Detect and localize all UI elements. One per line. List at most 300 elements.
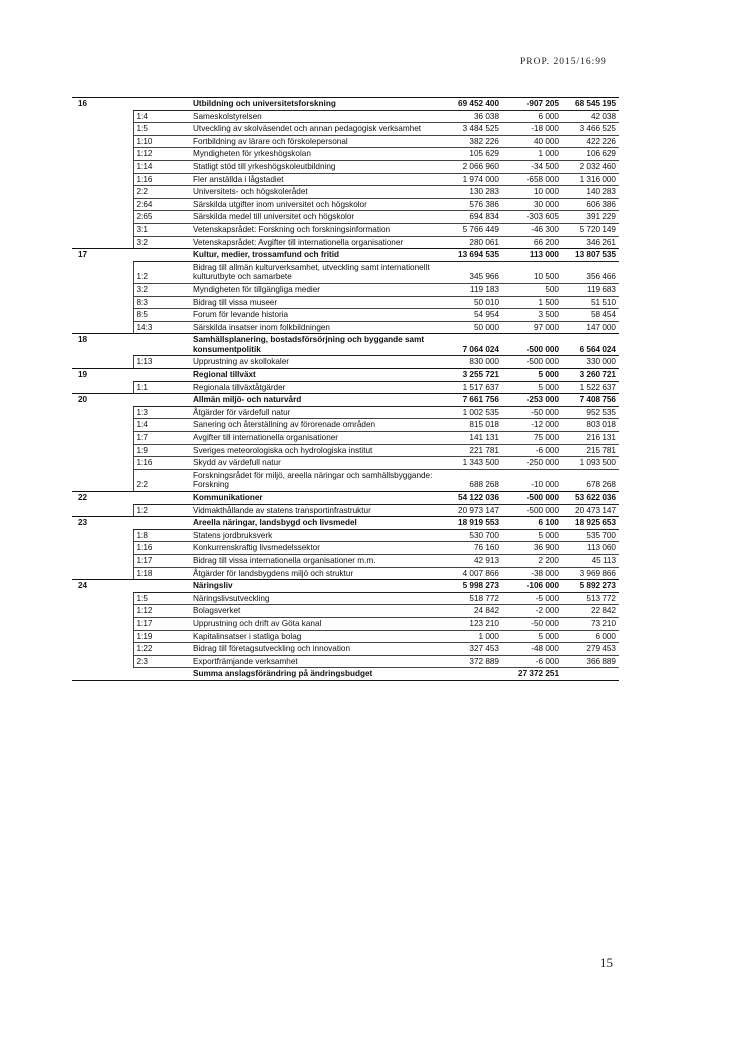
area-number-cell bbox=[72, 160, 133, 173]
appropriation-name-cell: Bidrag till vissa museer bbox=[190, 296, 440, 309]
area-number-cell bbox=[72, 643, 133, 656]
area-number-cell bbox=[72, 668, 133, 681]
appropriation-name-cell: Bolagsverket bbox=[190, 605, 440, 618]
area-number-cell bbox=[72, 321, 133, 334]
current-budget-cell: 3 484 525 bbox=[440, 123, 502, 136]
current-budget-cell: 327 453 bbox=[440, 643, 502, 656]
appropriation-name-cell: Myndigheten för yrkeshögskolan bbox=[190, 148, 440, 161]
change-cell: -12 000 bbox=[502, 419, 562, 432]
new-budget-cell: 45 113 bbox=[562, 554, 619, 567]
appropriation-code-cell: 1:16 bbox=[133, 173, 190, 186]
total-row bbox=[72, 668, 619, 681]
appropriation-row bbox=[72, 406, 619, 419]
appropriation-code-cell bbox=[133, 492, 190, 505]
new-budget-cell: 5 892 273 bbox=[562, 580, 619, 593]
current-budget-cell: 42 913 bbox=[440, 554, 502, 567]
change-cell: 6 000 bbox=[502, 110, 562, 123]
area-number-cell bbox=[72, 504, 133, 517]
change-cell: 5 000 bbox=[502, 630, 562, 643]
appropriation-code-cell: 1:13 bbox=[133, 356, 190, 369]
page-number: 15 bbox=[600, 955, 613, 970]
current-budget-cell: 50 000 bbox=[440, 321, 502, 334]
area-number-cell bbox=[72, 356, 133, 369]
area-number-cell bbox=[72, 381, 133, 394]
appropriation-row bbox=[72, 321, 619, 334]
change-cell: 27 372 251 bbox=[502, 668, 562, 681]
area-number-cell: 18 bbox=[78, 335, 88, 345]
area-number-cell bbox=[72, 630, 133, 643]
appropriation-code-cell: 1:7 bbox=[133, 432, 190, 445]
change-cell: -500 000 bbox=[502, 334, 562, 356]
appropriation-code-cell: 3:1 bbox=[133, 223, 190, 236]
new-budget-cell: 216 131 bbox=[562, 432, 619, 445]
appropriation-code-cell: 1:1 bbox=[133, 381, 190, 394]
appropriation-name-cell: Vidmakthållande av statens transportinfrastruktur bbox=[190, 504, 440, 517]
current-budget-cell: 688 268 bbox=[440, 469, 502, 491]
appropriation-code-cell: 1:10 bbox=[133, 135, 190, 148]
current-budget-cell: 141 131 bbox=[440, 432, 502, 445]
area-number-cell bbox=[72, 261, 133, 283]
new-budget-cell: 106 629 bbox=[562, 148, 619, 161]
new-budget-cell: 3 466 525 bbox=[562, 123, 619, 136]
appropriation-name-cell: Skydd av värdefull natur bbox=[190, 457, 440, 470]
new-budget-cell: 42 038 bbox=[562, 110, 619, 123]
appropriation-row bbox=[72, 469, 619, 491]
new-budget-cell: 20 473 147 bbox=[562, 504, 619, 517]
change-cell: 10 000 bbox=[502, 186, 562, 199]
appropriation-name-cell: Forum för levande historia bbox=[190, 309, 440, 322]
appropriation-code-cell: 1:2 bbox=[133, 504, 190, 517]
new-budget-cell: 5 720 149 bbox=[562, 223, 619, 236]
current-budget-cell: 694 834 bbox=[440, 211, 502, 224]
change-cell: 1 500 bbox=[502, 296, 562, 309]
appropriation-name-cell: Universitets- och högskolerådet bbox=[190, 186, 440, 199]
area-number-cell bbox=[72, 592, 133, 605]
appropriation-code-cell: 1:18 bbox=[133, 567, 190, 580]
area-number-cell bbox=[72, 135, 133, 148]
area-number-cell bbox=[72, 309, 133, 322]
new-budget-cell bbox=[562, 668, 619, 681]
change-cell: 2 200 bbox=[502, 554, 562, 567]
appropriation-row bbox=[72, 309, 619, 322]
area-number-cell bbox=[72, 469, 133, 491]
appropriation-code-cell: 1:16 bbox=[133, 542, 190, 555]
current-budget-cell: 13 694 535 bbox=[440, 249, 502, 262]
current-budget-cell: 50 010 bbox=[440, 296, 502, 309]
new-budget-cell: 51 510 bbox=[562, 296, 619, 309]
appropriation-row bbox=[72, 542, 619, 555]
appropriation-row bbox=[72, 432, 619, 445]
current-budget-cell bbox=[440, 668, 502, 681]
page-header: PROP. 2015/16:99 bbox=[520, 57, 607, 67]
change-cell: 1 000 bbox=[502, 148, 562, 161]
appropriation-name-cell: Summa anslagsförändring på ändringsbudget bbox=[190, 668, 440, 681]
appropriation-name-cell: Näringslivsutveckling bbox=[190, 592, 440, 605]
appropriation-row bbox=[72, 592, 619, 605]
change-cell: -10 000 bbox=[502, 469, 562, 491]
appropriation-code-cell: 1:22 bbox=[133, 643, 190, 656]
area-number-cell: 20 bbox=[78, 395, 88, 405]
appropriation-row bbox=[72, 457, 619, 470]
area-number-cell bbox=[72, 419, 133, 432]
appropriation-name-cell: Näringsliv bbox=[190, 580, 440, 593]
appropriation-code-cell bbox=[133, 249, 190, 262]
current-budget-cell: 7 064 024 bbox=[440, 334, 502, 356]
appropriation-code-cell: 1:14 bbox=[133, 160, 190, 173]
new-budget-cell: 678 268 bbox=[562, 469, 619, 491]
current-budget-cell: 1 002 535 bbox=[440, 406, 502, 419]
appropriation-name-cell: Sanering och återställning av förorenade områden bbox=[190, 419, 440, 432]
area-number-cell bbox=[72, 236, 133, 249]
appropriation-code-cell: 1:17 bbox=[133, 554, 190, 567]
change-cell: -250 000 bbox=[502, 457, 562, 470]
area-number-cell bbox=[72, 529, 133, 542]
new-budget-cell: 391 229 bbox=[562, 211, 619, 224]
current-budget-cell: 1 343 500 bbox=[440, 457, 502, 470]
area-number-cell bbox=[72, 406, 133, 419]
appropriation-name-cell: Exportfrämjande verksamhet bbox=[190, 655, 440, 668]
area-number-cell: 22 bbox=[78, 493, 88, 502]
appropriation-name-cell: Utveckling av skolväsendet och annan pedagogisk verksamhet bbox=[190, 123, 440, 136]
appropriation-name-cell: Kommunikationer bbox=[190, 492, 440, 505]
new-budget-cell: 1 093 500 bbox=[562, 457, 619, 470]
change-cell: -5 000 bbox=[502, 592, 562, 605]
current-budget-cell: 130 283 bbox=[440, 186, 502, 199]
expenditure-area-row bbox=[72, 394, 619, 407]
appropriation-name-cell: Upprustning av skollokaler bbox=[190, 356, 440, 369]
appropriation-name-cell: Bidrag till företagsutveckling och innovation bbox=[190, 643, 440, 656]
change-cell: 40 000 bbox=[502, 135, 562, 148]
area-number-cell bbox=[72, 296, 133, 309]
new-budget-cell: 13 807 535 bbox=[562, 249, 619, 262]
appropriation-row bbox=[72, 173, 619, 186]
area-number-cell bbox=[72, 432, 133, 445]
appropriation-row bbox=[72, 356, 619, 369]
appropriation-name-cell: Särskilda utgifter inom universitet och högskolor bbox=[190, 198, 440, 211]
area-number-cell bbox=[72, 554, 133, 567]
current-budget-cell: 518 772 bbox=[440, 592, 502, 605]
appropriation-row bbox=[72, 123, 619, 136]
appropriation-code-cell: 2:65 bbox=[133, 211, 190, 224]
appropriation-code-cell: 1:17 bbox=[133, 617, 190, 630]
current-budget-cell: 123 210 bbox=[440, 617, 502, 630]
appropriation-name-cell: Bidrag till allmän kulturverksamhet, utveckling samt internationellt kulturutbyte och samarbete bbox=[190, 261, 440, 283]
appropriation-name-cell: Allmän miljö- och naturvård bbox=[190, 394, 440, 407]
appropriation-name-cell: Fortbildning av lärare och förskolepersonal bbox=[190, 135, 440, 148]
area-number-cell bbox=[72, 211, 133, 224]
current-budget-cell: 20 973 147 bbox=[440, 504, 502, 517]
new-budget-cell: 535 700 bbox=[562, 529, 619, 542]
current-budget-cell: 54 954 bbox=[440, 309, 502, 322]
current-budget-cell: 1 000 bbox=[440, 630, 502, 643]
area-number-cell bbox=[72, 567, 133, 580]
appropriation-code-cell bbox=[133, 668, 190, 681]
current-budget-cell: 382 226 bbox=[440, 135, 502, 148]
area-number-cell bbox=[72, 123, 133, 136]
appropriation-name-cell: Regional tillväxt bbox=[190, 369, 440, 382]
appropriation-name-cell: Fler anställda i lågstadiet bbox=[190, 173, 440, 186]
new-budget-cell: 113 060 bbox=[562, 542, 619, 555]
area-number-cell bbox=[72, 223, 133, 236]
change-cell: 500 bbox=[502, 283, 562, 296]
expenditure-area-row bbox=[72, 369, 619, 382]
appropriation-row bbox=[72, 529, 619, 542]
area-number-cell bbox=[72, 655, 133, 668]
appropriation-name-cell: Statens jordbruksverk bbox=[190, 529, 440, 542]
appropriation-name-cell: Vetenskapsrådet: Forskning och forskningsinformation bbox=[190, 223, 440, 236]
new-budget-cell: 3 969 866 bbox=[562, 567, 619, 580]
appropriation-row bbox=[72, 554, 619, 567]
change-cell: -38 000 bbox=[502, 567, 562, 580]
appropriation-row bbox=[72, 236, 619, 249]
change-cell: -34 500 bbox=[502, 160, 562, 173]
appropriation-row bbox=[72, 630, 619, 643]
change-cell: 5 000 bbox=[502, 381, 562, 394]
current-budget-cell: 24 842 bbox=[440, 605, 502, 618]
appropriation-code-cell: 1:12 bbox=[133, 605, 190, 618]
new-budget-cell: 147 000 bbox=[562, 321, 619, 334]
new-budget-cell: 22 842 bbox=[562, 605, 619, 618]
expenditure-area-row bbox=[72, 517, 619, 530]
appropriation-code-cell: 8:5 bbox=[133, 309, 190, 322]
appropriation-code-cell: 2:64 bbox=[133, 198, 190, 211]
appropriation-code-cell: 1:9 bbox=[133, 444, 190, 457]
appropriation-code-cell bbox=[133, 98, 190, 111]
change-cell: 30 000 bbox=[502, 198, 562, 211]
area-number-cell bbox=[72, 605, 133, 618]
budget-table bbox=[72, 97, 619, 681]
appropriation-row bbox=[72, 148, 619, 161]
current-budget-cell: 7 661 756 bbox=[440, 394, 502, 407]
appropriation-code-cell: 1:16 bbox=[133, 457, 190, 470]
new-budget-cell: 366 889 bbox=[562, 655, 619, 668]
appropriation-row bbox=[72, 186, 619, 199]
appropriation-row bbox=[72, 261, 619, 283]
appropriation-code-cell bbox=[133, 394, 190, 407]
new-budget-cell: 53 622 036 bbox=[562, 492, 619, 505]
appropriation-row bbox=[72, 605, 619, 618]
current-budget-cell: 530 700 bbox=[440, 529, 502, 542]
new-budget-cell: 279 453 bbox=[562, 643, 619, 656]
appropriation-row bbox=[72, 617, 619, 630]
appropriation-name-cell: Särskilda medel till universitet och högskolor bbox=[190, 211, 440, 224]
area-number-cell bbox=[72, 444, 133, 457]
appropriation-row bbox=[72, 135, 619, 148]
appropriation-code-cell: 1:3 bbox=[133, 406, 190, 419]
new-budget-cell: 215 781 bbox=[562, 444, 619, 457]
change-cell: -2 000 bbox=[502, 605, 562, 618]
appropriation-code-cell: 1:8 bbox=[133, 529, 190, 542]
appropriation-name-cell: Regionala tillväxtåtgärder bbox=[190, 381, 440, 394]
area-number-cell: 16 bbox=[72, 98, 133, 111]
new-budget-cell: 6 000 bbox=[562, 630, 619, 643]
area-number-cell: 17 bbox=[78, 250, 88, 260]
change-cell: -46 300 bbox=[502, 223, 562, 236]
appropriation-code-cell: 2:2 bbox=[133, 469, 190, 491]
appropriation-row bbox=[72, 419, 619, 432]
new-budget-cell: 952 535 bbox=[562, 406, 619, 419]
new-budget-cell: 803 018 bbox=[562, 419, 619, 432]
appropriation-code-cell bbox=[133, 369, 190, 382]
change-cell: 6 100 bbox=[502, 517, 562, 530]
new-budget-cell: 7 408 756 bbox=[562, 394, 619, 407]
appropriation-name-cell: Forskningsrådet för miljö, areella näringar och samhällsbyggande: Forskning bbox=[190, 469, 440, 491]
change-cell: -50 000 bbox=[502, 617, 562, 630]
appropriation-name-cell: Åtgärder för landsbygdens miljö och struktur bbox=[190, 567, 440, 580]
appropriation-code-cell: 3:2 bbox=[133, 283, 190, 296]
appropriation-row bbox=[72, 211, 619, 224]
current-budget-cell: 76 160 bbox=[440, 542, 502, 555]
appropriation-name-cell: Myndigheten för tillgängliga medier bbox=[190, 283, 440, 296]
expenditure-area-row bbox=[72, 492, 619, 505]
appropriation-code-cell: 3:2 bbox=[133, 236, 190, 249]
appropriation-name-cell: Bidrag till vissa internationella organisationer m.m. bbox=[190, 554, 440, 567]
appropriation-row bbox=[72, 567, 619, 580]
appropriation-row bbox=[72, 655, 619, 668]
area-number-cell bbox=[72, 110, 133, 123]
new-budget-cell: 330 000 bbox=[562, 356, 619, 369]
appropriation-code-cell bbox=[133, 334, 190, 356]
change-cell: 5 000 bbox=[502, 529, 562, 542]
appropriation-name-cell: Åtgärder för värdefull natur bbox=[190, 406, 440, 419]
current-budget-cell: 280 061 bbox=[440, 236, 502, 249]
current-budget-cell: 4 007 866 bbox=[440, 567, 502, 580]
current-budget-cell: 3 255 721 bbox=[440, 369, 502, 382]
appropriation-name-cell: Samhällsplanering, bostadsförsörjning och byggande samt konsumentpolitik bbox=[190, 334, 440, 356]
change-cell: 36 900 bbox=[502, 542, 562, 555]
new-budget-cell: 119 683 bbox=[562, 283, 619, 296]
new-budget-cell: 2 032 460 bbox=[562, 160, 619, 173]
appropriation-name-cell: Konkurrenskraftig livsmedelssektor bbox=[190, 542, 440, 555]
change-cell: -50 000 bbox=[502, 406, 562, 419]
area-number-cell bbox=[72, 173, 133, 186]
budget-table-body bbox=[72, 98, 619, 681]
appropriation-code-cell: 1:4 bbox=[133, 419, 190, 432]
appropriation-name-cell: Särskilda insatser inom folkbildningen bbox=[190, 321, 440, 334]
expenditure-area-row bbox=[72, 98, 619, 111]
appropriation-code-cell: 1:5 bbox=[133, 592, 190, 605]
new-budget-cell: 6 564 024 bbox=[562, 334, 619, 356]
appropriation-row bbox=[72, 504, 619, 517]
new-budget-cell: 346 261 bbox=[562, 236, 619, 249]
appropriation-name-cell: Sameskolstyrelsen bbox=[190, 110, 440, 123]
current-budget-cell: 576 386 bbox=[440, 198, 502, 211]
area-number-cell bbox=[72, 283, 133, 296]
appropriation-row bbox=[72, 283, 619, 296]
area-number-cell bbox=[72, 186, 133, 199]
appropriation-code-cell: 14:3 bbox=[133, 321, 190, 334]
appropriation-row bbox=[72, 643, 619, 656]
current-budget-cell: 69 452 400 bbox=[440, 98, 502, 111]
current-budget-cell: 5 766 449 bbox=[440, 223, 502, 236]
change-cell: 75 000 bbox=[502, 432, 562, 445]
current-budget-cell: 221 781 bbox=[440, 444, 502, 457]
new-budget-cell: 58 454 bbox=[562, 309, 619, 322]
area-number-cell: 23 bbox=[78, 518, 88, 528]
appropriation-name-cell: Upprustning och drift av Göta kanal bbox=[190, 617, 440, 630]
current-budget-cell: 815 018 bbox=[440, 419, 502, 432]
current-budget-cell: 105 629 bbox=[440, 148, 502, 161]
change-cell: -6 000 bbox=[502, 655, 562, 668]
current-budget-cell: 36 038 bbox=[440, 110, 502, 123]
area-number-cell bbox=[72, 198, 133, 211]
current-budget-cell: 2 066 960 bbox=[440, 160, 502, 173]
appropriation-name-cell: Areella näringar, landsbygd och livsmedel bbox=[190, 517, 440, 530]
area-number-cell bbox=[72, 457, 133, 470]
appropriation-row bbox=[72, 223, 619, 236]
current-budget-cell: 1 517 637 bbox=[440, 381, 502, 394]
change-cell: 3 500 bbox=[502, 309, 562, 322]
appropriation-code-cell bbox=[133, 580, 190, 593]
appropriation-name-cell: Kultur, medier, trossamfund och fritid bbox=[190, 249, 440, 262]
appropriation-name-cell: Kapitalinsatser i statliga bolag bbox=[190, 630, 440, 643]
appropriation-code-cell: 2:3 bbox=[133, 655, 190, 668]
current-budget-cell: 5 998 273 bbox=[440, 580, 502, 593]
appropriation-row bbox=[72, 160, 619, 173]
new-budget-cell: 356 466 bbox=[562, 261, 619, 283]
current-budget-cell: 345 966 bbox=[440, 261, 502, 283]
change-cell: 113 000 bbox=[502, 249, 562, 262]
change-cell: 10 500 bbox=[502, 261, 562, 283]
appropriation-code-cell: 1:5 bbox=[133, 123, 190, 136]
new-budget-cell: 3 260 721 bbox=[562, 369, 619, 382]
change-cell: 66 200 bbox=[502, 236, 562, 249]
area-number-cell bbox=[72, 617, 133, 630]
new-budget-cell: 73 210 bbox=[562, 617, 619, 630]
change-cell: 5 000 bbox=[502, 369, 562, 382]
appropriation-name-cell: Vetenskapsrådet: Avgifter till internationella organisationer bbox=[190, 236, 440, 249]
appropriation-code-cell: 1:2 bbox=[133, 261, 190, 283]
change-cell: -500 000 bbox=[502, 492, 562, 505]
current-budget-cell: 18 919 553 bbox=[440, 517, 502, 530]
new-budget-cell: 513 772 bbox=[562, 592, 619, 605]
change-cell: 97 000 bbox=[502, 321, 562, 334]
change-cell: -907 205 bbox=[502, 98, 562, 111]
change-cell: -48 000 bbox=[502, 643, 562, 656]
appropriation-row bbox=[72, 198, 619, 211]
appropriation-code-cell: 1:12 bbox=[133, 148, 190, 161]
appropriation-row bbox=[72, 444, 619, 457]
new-budget-cell: 1 316 000 bbox=[562, 173, 619, 186]
current-budget-cell: 119 183 bbox=[440, 283, 502, 296]
current-budget-cell: 54 122 036 bbox=[440, 492, 502, 505]
appropriation-row bbox=[72, 110, 619, 123]
appropriation-name-cell: Utbildning och universitetsforskning bbox=[190, 98, 440, 111]
new-budget-cell: 422 226 bbox=[562, 135, 619, 148]
expenditure-area-row bbox=[72, 249, 619, 262]
change-cell: -303 605 bbox=[502, 211, 562, 224]
current-budget-cell: 372 889 bbox=[440, 655, 502, 668]
change-cell: -18 000 bbox=[502, 123, 562, 136]
appropriation-row bbox=[72, 381, 619, 394]
area-number-cell bbox=[72, 148, 133, 161]
expenditure-area-row bbox=[72, 334, 619, 356]
new-budget-cell: 140 283 bbox=[562, 186, 619, 199]
appropriation-code-cell: 1:19 bbox=[133, 630, 190, 643]
appropriation-name-cell: Statligt stöd till yrkeshögskoleutbildning bbox=[190, 160, 440, 173]
new-budget-cell: 606 386 bbox=[562, 198, 619, 211]
appropriation-name-cell: Sveriges meteorologiska och hydrologiska institut bbox=[190, 444, 440, 457]
appropriation-code-cell: 1:4 bbox=[133, 110, 190, 123]
change-cell: -6 000 bbox=[502, 444, 562, 457]
change-cell: -106 000 bbox=[502, 580, 562, 593]
area-number-cell bbox=[72, 542, 133, 555]
change-cell: -658 000 bbox=[502, 173, 562, 186]
change-cell: -500 000 bbox=[502, 504, 562, 517]
current-budget-cell: 1 974 000 bbox=[440, 173, 502, 186]
area-number-cell: 24 bbox=[78, 581, 88, 591]
new-budget-cell: 18 925 653 bbox=[562, 517, 619, 530]
